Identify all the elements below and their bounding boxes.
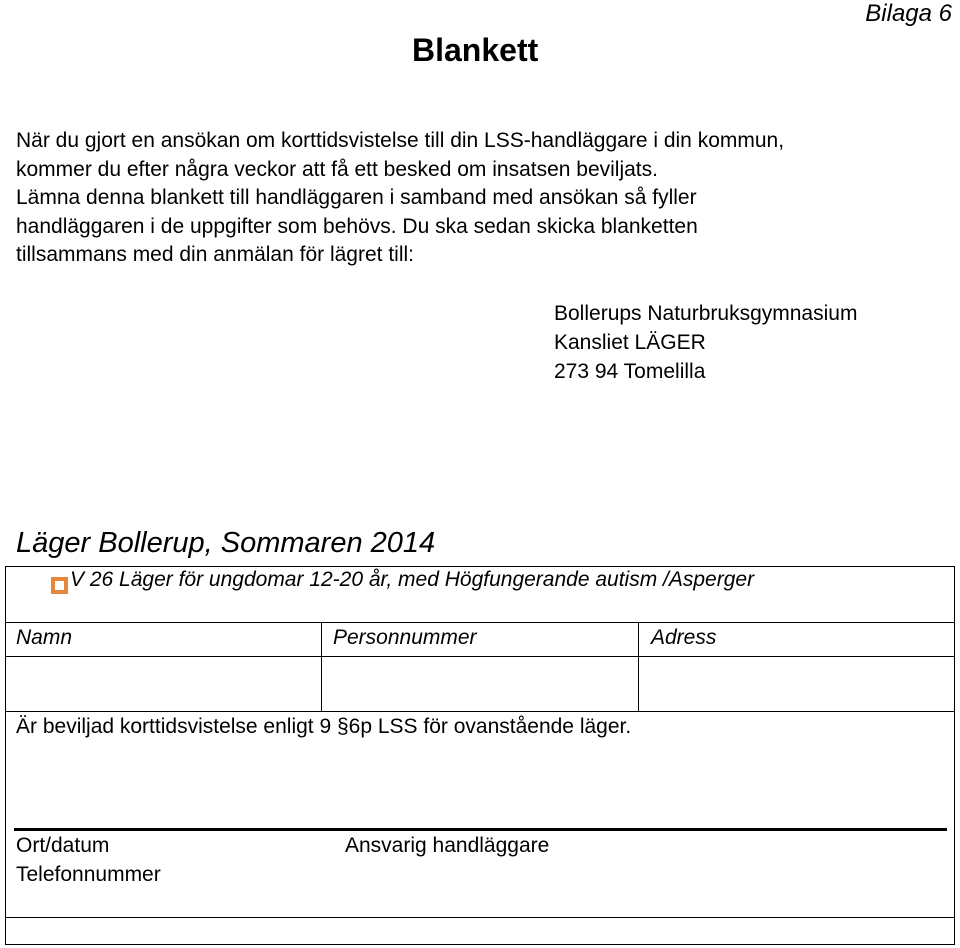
address-field[interactable]	[639, 656, 954, 710]
form-rule	[6, 622, 954, 623]
annex-label: Bilaga 6	[865, 0, 952, 27]
name-field[interactable]	[6, 656, 320, 710]
intro-text	[16, 127, 916, 270]
address-line: 273 94 Tomelilla	[554, 360, 706, 383]
address-line: Kansliet LÄGER	[554, 331, 706, 354]
approval-statement: Är beviljad korttidsvistelse enligt 9 §6p LSS för ovanstående läger.	[16, 715, 632, 738]
page-title: Blankett	[412, 32, 539, 68]
mailing-address	[554, 299, 857, 386]
signature-line	[14, 828, 947, 831]
address-column-header: Adress	[651, 626, 717, 649]
intro-line: kommer du efter några veckor att få ett besked om insatsen beviljats.	[16, 157, 658, 181]
form-rule	[6, 711, 954, 712]
intro-line: handläggaren i de uppgifter som behövs. Du ska sedan skicka blanketten	[16, 214, 698, 238]
form-rule	[6, 917, 954, 918]
personal-number-column-header: Personnummer	[333, 626, 477, 649]
application-form	[5, 566, 955, 945]
personal-number-field[interactable]	[322, 656, 637, 710]
place-date-label: Ort/datum	[16, 834, 110, 857]
officer-label: Ansvarig handläggare	[345, 834, 550, 857]
phone-label: Telefonnummer	[16, 863, 161, 886]
intro-line: När du gjort en ansökan om korttidsvistelse till din LSS-handläggare i din kommun,	[16, 129, 785, 152]
camp-week-option: V 26 Läger för ungdomar 12-20 år, med Högfungerande autism /Asperger	[70, 568, 755, 591]
camp-week-checkbox[interactable]	[51, 577, 68, 594]
name-column-header: Namn	[16, 626, 73, 649]
intro-line: Lämna denna blankett till handläggaren i samband med ansökan så fyller	[16, 186, 697, 209]
camp-title: Läger Bollerup, Sommaren 2014	[16, 527, 436, 559]
address-line: Bollerups Naturbruksgymnasium	[554, 302, 858, 325]
intro-line: tillsammans med din anmälan för lägret till:	[16, 243, 414, 266]
